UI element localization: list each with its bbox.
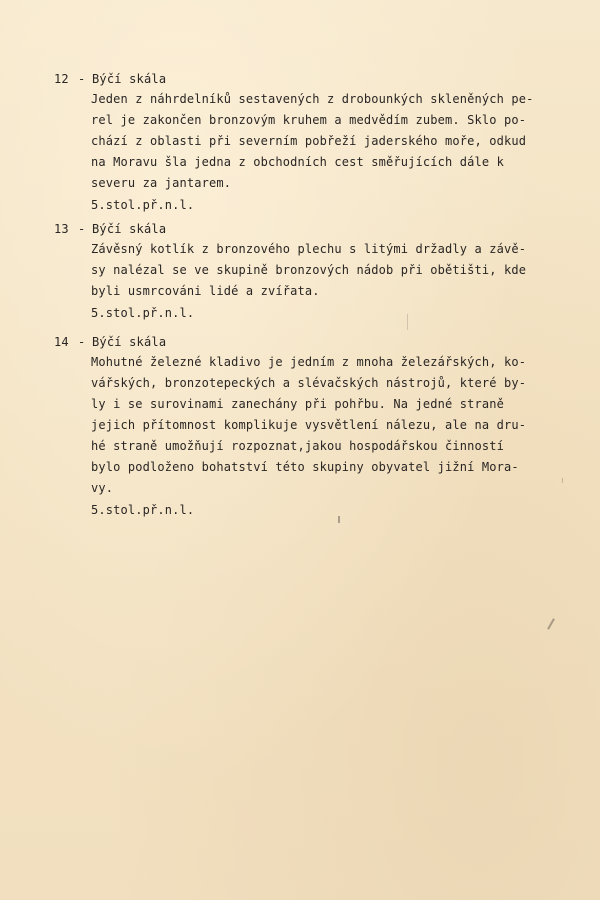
text-line: jejich přítomnost komplikuje vysvětlení nálezu, ale na dru- [91,418,527,432]
entry-heading [54,70,584,89]
entry-heading [54,220,584,239]
text-line: vy. [91,481,114,495]
text-line: bylo podloženo bohatství této skupiny obyvatel jižní Mora- [91,460,519,474]
entry-dash: - [78,335,86,349]
entry-dash: - [78,222,86,236]
text-line: chází z oblasti při severním pobřeží jaderského moře, odkud [91,134,527,148]
text-line: Závěsný kotlík z bronzového plechu s litými držadly a závě- [91,242,527,256]
text-line: byli usmrcováni lidé a zvířata. [91,284,320,298]
entry-heading [54,333,584,352]
entry-14 [54,333,584,521]
entry-number: 12 [54,72,69,86]
entry-number: 13 [54,222,69,236]
text-line: ly i se surovinami zanechány při pohřbu. Na jedné straně [91,397,504,411]
text-line: severu za jantarem. [91,176,232,190]
text-line: Jeden z náhrdelníků sestavených z drobounkých skleněných pe- [91,92,534,106]
text-line: hé straně umožňují rozpoznat,jakou hospodářskou činností [91,439,504,453]
entry-body [91,89,584,216]
text-line: sy nalézal se ve skupině bronzových nádob při obětišti, kde [91,263,527,277]
paper-speck [562,478,563,483]
entry-date: 5.stol.př.n.l. [91,503,195,517]
paper-speck [547,618,555,629]
entry-dash: - [78,72,86,86]
entry-body [91,239,584,324]
text-line: rel je zakončen bronzovým kruhem a medvědím zubem. Sklo po- [91,113,527,127]
entry-date: 5.stol.př.n.l. [91,306,195,320]
entry-body [91,352,584,521]
entry-date: 5.stol.př.n.l. [91,198,195,212]
entry-site: Býčí skála [92,72,167,86]
entry-12 [54,70,584,216]
entry-13 [54,220,584,324]
paper-speck [338,516,340,523]
paper-speck [407,314,408,330]
text-line: vářských, bronzotepeckých a slévačských nástrojů, které by- [91,376,527,390]
entry-site: Býčí skála [92,222,167,236]
entry-site: Býčí skála [92,335,167,349]
text-line: Mohutné železné kladivo je jedním z mnoha železářských, ko- [91,355,527,369]
entry-number: 14 [54,335,69,349]
text-line: na Moravu šla jedna z obchodních cest směřujících dále k [91,155,504,169]
